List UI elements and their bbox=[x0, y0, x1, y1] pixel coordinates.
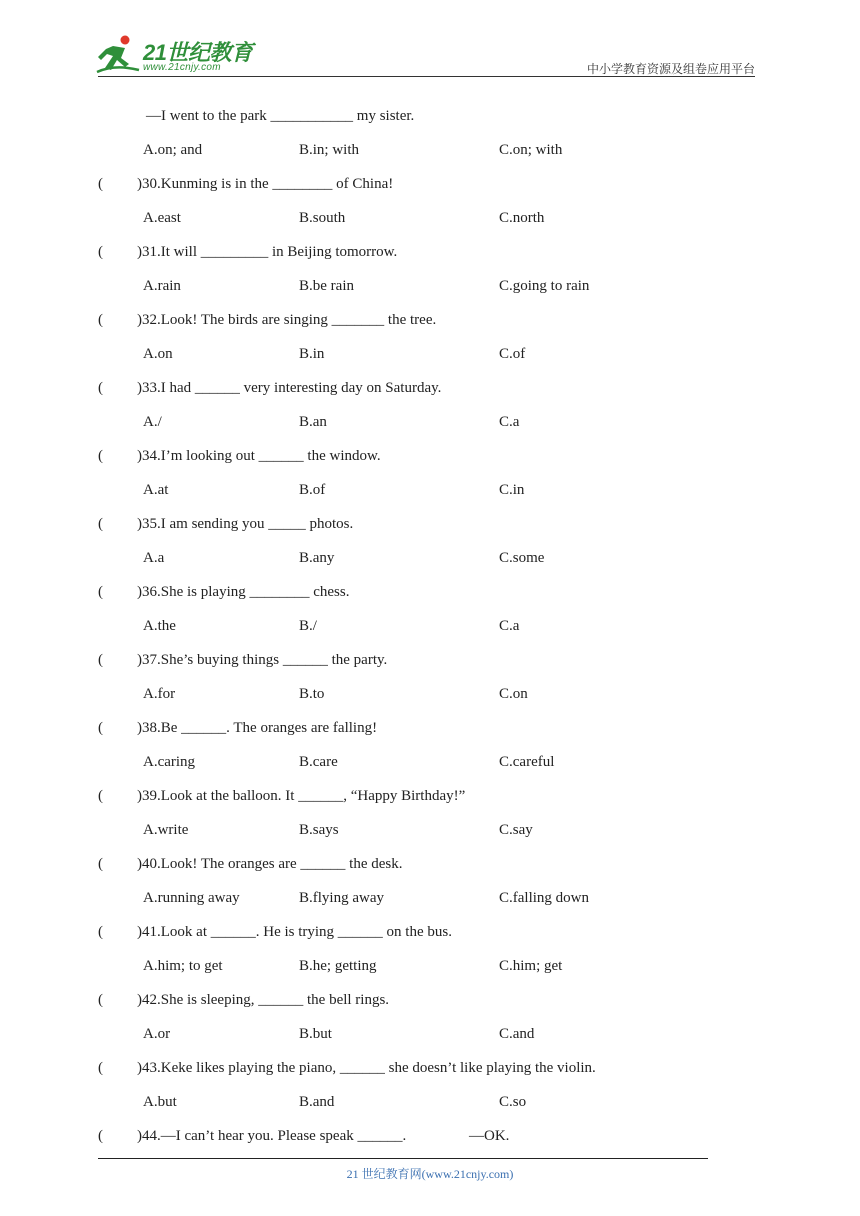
option-b: B.and bbox=[299, 1094, 335, 1110]
option-b: B.flying away bbox=[299, 890, 384, 906]
answer-bracket: ( bbox=[98, 652, 103, 668]
option-b: B.care bbox=[299, 754, 338, 770]
option-c: C.in bbox=[499, 482, 525, 498]
option-b: B.of bbox=[299, 482, 326, 498]
question-stem-row bbox=[0, 104, 860, 128]
question-stem-row bbox=[0, 376, 860, 400]
answer-bracket: ( bbox=[98, 924, 103, 940]
question-stem: )40.Look! The oranges are ______ the desk. bbox=[137, 856, 403, 872]
option-c: C.him; get bbox=[499, 958, 563, 974]
option-b: B./ bbox=[299, 618, 317, 634]
footer-text: 21 世纪教育网(www.21cnjy.com) bbox=[346, 1167, 514, 1181]
option-b: B.in bbox=[299, 346, 325, 362]
answer-bracket: ( bbox=[98, 448, 103, 464]
question-stem: )41.Look at ______. He is trying ______ on the bus. bbox=[137, 924, 452, 940]
option-c: C.a bbox=[499, 618, 520, 634]
options-row bbox=[0, 818, 860, 842]
option-b: B.to bbox=[299, 686, 325, 702]
question-stem: )33.I had ______ very interesting day on Saturday. bbox=[137, 380, 442, 396]
option-a: A.east bbox=[143, 210, 181, 226]
question-stem: )44.—I can’t hear you. Please speak ______. bbox=[137, 1128, 407, 1144]
options-row bbox=[0, 1090, 860, 1114]
options-row bbox=[0, 206, 860, 230]
question-stem: )34.I’m looking out ______ the window. bbox=[137, 448, 381, 464]
option-b: B.south bbox=[299, 210, 346, 226]
option-c: C.a bbox=[499, 414, 520, 430]
answer-bracket: ( bbox=[98, 312, 103, 328]
option-a: A.on bbox=[143, 346, 173, 362]
option-c: C.going to rain bbox=[499, 278, 590, 294]
question-stem-row bbox=[0, 580, 860, 604]
options-row bbox=[0, 954, 860, 978]
options-row bbox=[0, 1022, 860, 1046]
answer-bracket: ( bbox=[98, 1128, 103, 1144]
option-c: C.north bbox=[499, 210, 545, 226]
question-stem: )37.She’s buying things ______ the party. bbox=[137, 652, 388, 668]
option-c: C.of bbox=[499, 346, 526, 362]
question-stem: )43.Keke likes playing the piano, ______ she doesn’t like playing the violin. bbox=[137, 1060, 596, 1076]
question-stem: )31.It will _________ in Beijing tomorrow. bbox=[137, 244, 398, 260]
option-a: A.him; to get bbox=[143, 958, 223, 974]
question-stem-row bbox=[0, 852, 860, 876]
question-stem: )30.Kunming is in the ________ of China! bbox=[137, 176, 394, 192]
question-stem-row bbox=[0, 308, 860, 332]
options-row bbox=[0, 750, 860, 774]
answer-bracket: ( bbox=[98, 856, 103, 872]
options-row bbox=[0, 682, 860, 706]
question-stem-row bbox=[0, 512, 860, 536]
option-b: B.in; with bbox=[299, 142, 360, 158]
option-a: A.but bbox=[143, 1094, 177, 1110]
option-a: A.running away bbox=[143, 890, 240, 906]
option-a: A.at bbox=[143, 482, 169, 498]
answer-bracket: ( bbox=[98, 584, 103, 600]
option-c: C.so bbox=[499, 1094, 527, 1110]
option-a: A.the bbox=[143, 618, 176, 634]
logo bbox=[95, 34, 265, 78]
question-stem-row bbox=[0, 240, 860, 264]
options-row bbox=[0, 546, 860, 570]
answer-bracket: ( bbox=[98, 516, 103, 532]
question-stem-row bbox=[0, 172, 860, 196]
options-row bbox=[0, 342, 860, 366]
option-b: B.says bbox=[299, 822, 339, 838]
option-a: A.write bbox=[143, 822, 189, 838]
question-stem: )36.She is playing ________ chess. bbox=[137, 584, 350, 600]
answer-bracket: ( bbox=[98, 244, 103, 260]
answer-bracket: ( bbox=[98, 788, 103, 804]
option-b: B.he; getting bbox=[299, 958, 377, 974]
answer-bracket: ( bbox=[98, 720, 103, 736]
logo-url: www.21cnjy.com bbox=[143, 62, 221, 73]
option-c: C.on bbox=[499, 686, 528, 702]
question-stem-row bbox=[0, 444, 860, 468]
question-stem: —I went to the park ___________ my sister. bbox=[146, 108, 415, 124]
option-b: B.any bbox=[299, 550, 335, 566]
options-row bbox=[0, 410, 860, 434]
question-stem: )42.She is sleeping, ______ the bell rings. bbox=[137, 992, 390, 1008]
option-a: A.rain bbox=[143, 278, 181, 294]
option-b: B.be rain bbox=[299, 278, 354, 294]
question-stem-row bbox=[0, 988, 860, 1012]
option-a: A.caring bbox=[143, 754, 196, 770]
option-c: C.and bbox=[499, 1026, 535, 1042]
options-row bbox=[0, 614, 860, 638]
question-stem-row bbox=[0, 920, 860, 944]
answer-bracket: ( bbox=[98, 380, 103, 396]
option-a: A.for bbox=[143, 686, 176, 702]
options-row bbox=[0, 138, 860, 162]
answer-bracket: ( bbox=[98, 1060, 103, 1076]
option-c: C.falling down bbox=[499, 890, 589, 906]
question-stem: )35.I am sending you _____ photos. bbox=[137, 516, 354, 532]
footer-divider bbox=[98, 1158, 708, 1159]
option-b: B.but bbox=[299, 1026, 332, 1042]
logo-text: 21世纪教育 bbox=[143, 40, 253, 65]
answer-bracket: ( bbox=[98, 992, 103, 1008]
answer-bracket: ( bbox=[98, 176, 103, 192]
question-stem-row bbox=[0, 1124, 860, 1148]
question-stem: )38.Be ______. The oranges are falling! bbox=[137, 720, 378, 736]
header-divider bbox=[98, 76, 755, 77]
header-platform-text: 中小学教育资源及组卷应用平台 bbox=[586, 62, 755, 76]
option-a: A.on; and bbox=[143, 142, 203, 158]
question-stem-row bbox=[0, 716, 860, 740]
option-a: A.or bbox=[143, 1026, 171, 1042]
question-stem-row bbox=[0, 648, 860, 672]
question-stem-row bbox=[0, 1056, 860, 1080]
option-b: B.an bbox=[299, 414, 327, 430]
option-c: C.say bbox=[499, 822, 533, 838]
page-header bbox=[0, 0, 860, 90]
question-stem: )32.Look! The birds are singing _______ the tree. bbox=[137, 312, 437, 328]
question-stem-row bbox=[0, 784, 860, 808]
question-stem: )39.Look at the balloon. It ______, “Happy Birthday!” bbox=[137, 788, 466, 804]
option-c: C.some bbox=[499, 550, 545, 566]
options-row bbox=[0, 886, 860, 910]
option-a: A.a bbox=[143, 550, 165, 566]
option-c: C.on; with bbox=[499, 142, 563, 158]
option-a: A./ bbox=[143, 414, 162, 430]
options-row bbox=[0, 478, 860, 502]
options-row bbox=[0, 274, 860, 298]
option-c: C.careful bbox=[499, 754, 555, 770]
question-reply: —OK. bbox=[469, 1128, 510, 1144]
runner-logo-icon bbox=[95, 34, 141, 76]
